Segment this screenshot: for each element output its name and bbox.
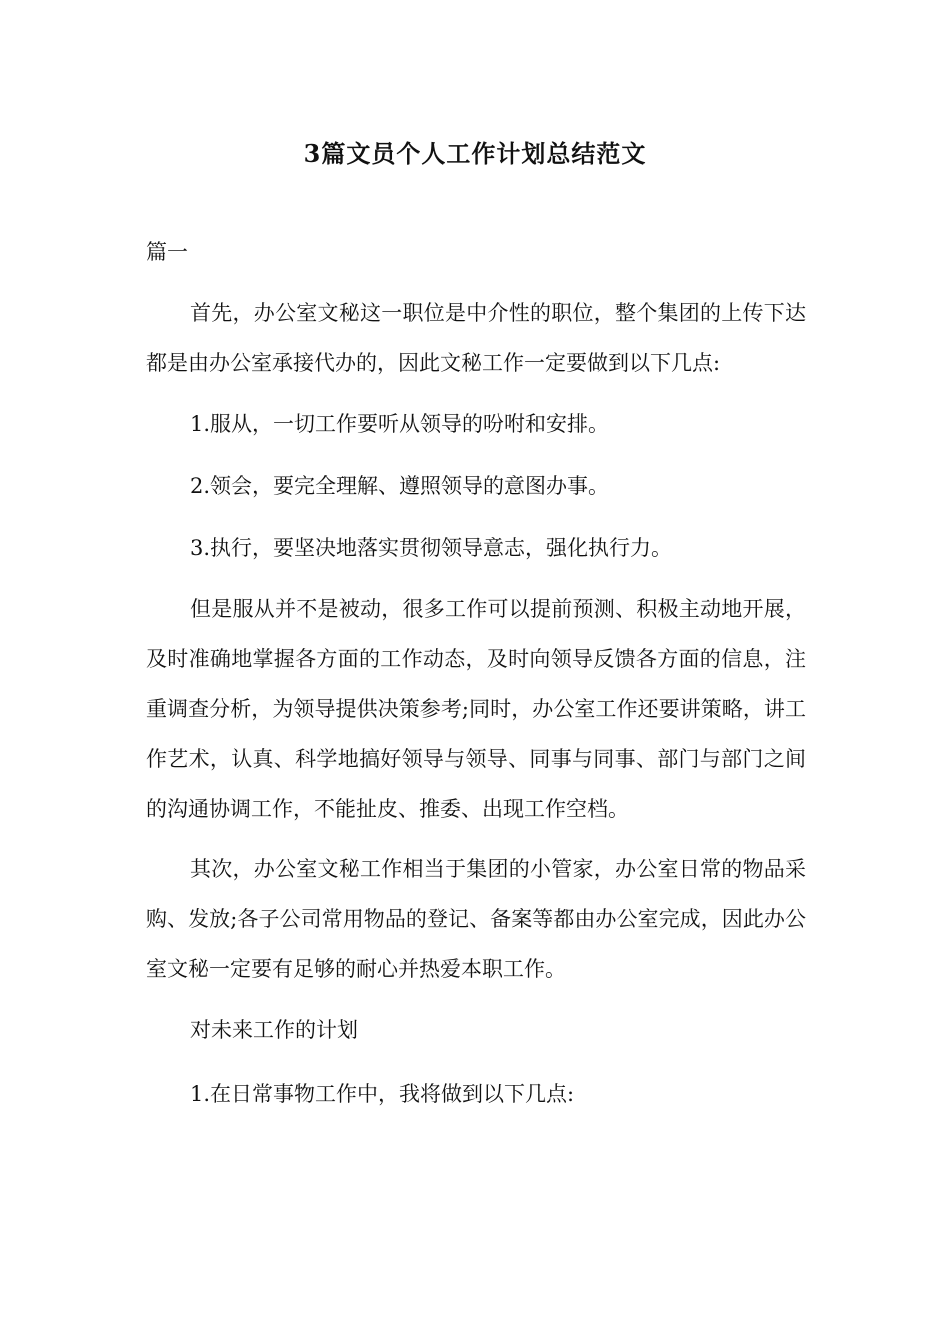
list-item-understand: 2.领会，要完全理解、遵照领导的意图办事。: [190, 474, 610, 498]
section-label: 篇一: [146, 240, 188, 264]
plan-heading: 对未来工作的计划: [190, 1018, 358, 1042]
list-item-obey: 1.服从，一切工作要听从领导的吩咐和安排。: [190, 412, 610, 436]
document-title: 3篇文员个人工作计划总结范文: [303, 139, 647, 168]
paragraph-proactive: 但是服从并不是被动，很多工作可以提前预测、积极主动地开展，及时准确地掌握各方面的工作动态，及时向领导反馈各方面的信息，注重调查分析，为领导提供决策参考;同时，办公室工作还要讲策略，讲工作艺术，认真、科学地搞好领导与领导、同事与同事、部门与部门之间的沟通协调工作，不能扯皮、推委、出现工作空档。: [146, 597, 806, 821]
plan-item-daily: 1.在日常事物工作中，我将做到以下几点:: [190, 1082, 575, 1106]
paragraph-intro: 首先，办公室文秘这一职位是中介性的职位，整个集团的上传下达都是由办公室承接代办的，因此文秘工作一定要做到以下几点:: [146, 301, 806, 375]
paragraph-housekeeping: 其次，办公室文秘工作相当于集团的小管家，办公室日常的物品采购、发放;各子公司常用物品的登记、备案等都由办公室完成，因此办公室文秘一定要有足够的耐心并热爱本职工作。: [146, 857, 806, 981]
list-item-execute: 3.执行，要坚决地落实贯彻领导意志，强化执行力。: [190, 536, 673, 560]
